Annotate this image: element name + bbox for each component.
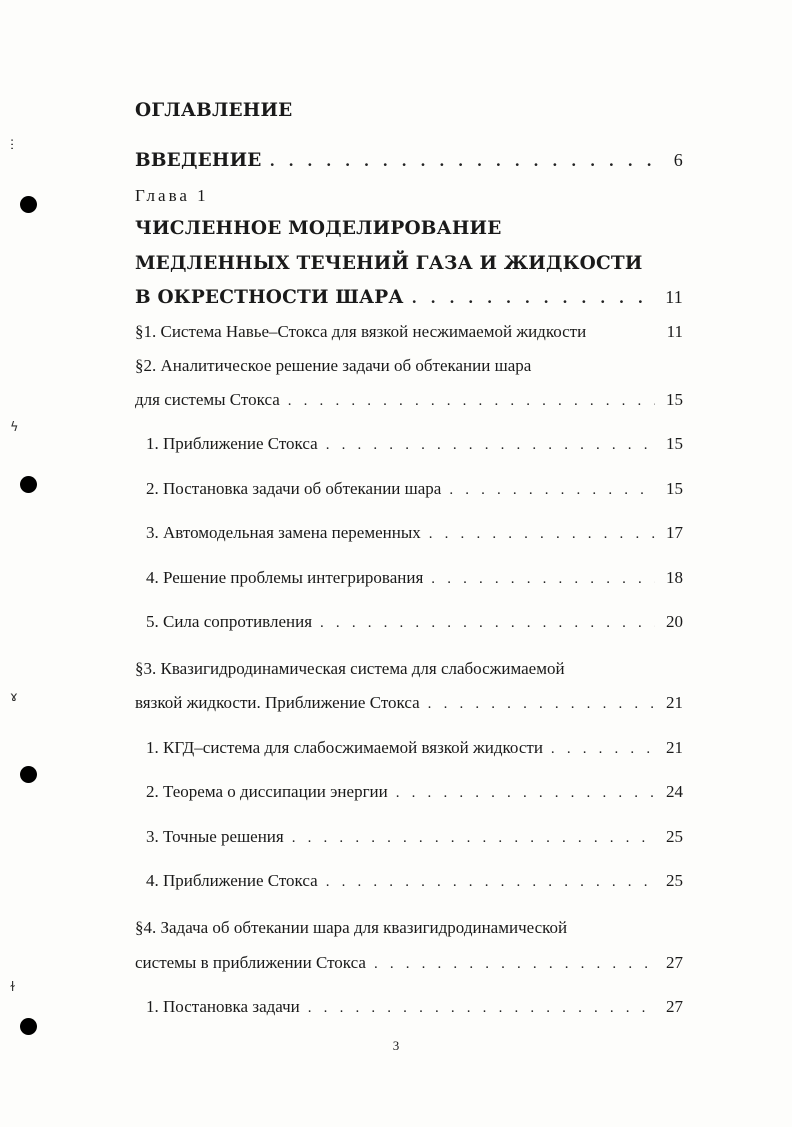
entry-page: 11 [665, 287, 683, 307]
entry-label: §4. Задача об обтекании шара для квазигидродинамической [135, 918, 568, 937]
entry-label: §2. Аналитическое решение задачи об обтекании шара [135, 356, 532, 375]
toc-entry-section-3[interactable] [135, 659, 683, 679]
entry-label: В ОКРЕСТНОСТИ ШАРА [135, 287, 404, 308]
entry-label: системы в приближении Стокса [135, 953, 366, 972]
toc-subentry[interactable] [146, 568, 683, 588]
entry-page: 20 [666, 612, 683, 631]
toc-subentry[interactable] [146, 738, 683, 758]
binder-hole [20, 1018, 37, 1035]
entry-label: 1. КГД–система для слабосжимаемой вязкой жидкости [146, 738, 543, 757]
toc-subentry[interactable] [146, 871, 683, 891]
entry-label: 4. Решение проблемы интегрирования [146, 568, 424, 587]
leader-dots [431, 571, 655, 588]
toc-subentry[interactable] [146, 479, 683, 499]
chapter-title-line: ЧИСЛЕННОЕ МОДЕЛИРОВАНИЕ [135, 218, 502, 239]
entry-label: ВВЕДЕНИЕ [135, 150, 262, 171]
leader-dots [270, 152, 655, 170]
entry-label: 3. Точные решения [146, 827, 284, 846]
leader-dots [428, 696, 655, 713]
toc-entry-section-4-cont[interactable] [135, 953, 683, 973]
entry-page: 11 [666, 322, 683, 341]
entry-page: 18 [666, 568, 683, 587]
binder-hole [20, 476, 37, 493]
entry-page: 27 [666, 997, 683, 1016]
toc-entry-section-4[interactable] [135, 918, 683, 938]
leader-dots [292, 830, 655, 847]
margin-mark: ɤ [10, 690, 18, 705]
leader-dots [429, 526, 655, 543]
leader-dots [288, 393, 655, 410]
entry-label: вязкой жидкости. Приближение Стокса [135, 693, 420, 712]
toc-subentry[interactable] [146, 782, 683, 802]
toc-entry-chapter-1[interactable] [135, 287, 683, 308]
leader-dots [308, 1000, 655, 1017]
margin-mark: ⵗ [10, 138, 15, 153]
leader-dots [396, 785, 655, 802]
leader-dots [326, 437, 655, 454]
entry-label: 5. Сила сопротивления [146, 612, 313, 631]
toc-subentry[interactable] [146, 997, 683, 1017]
chapter-title-line: МЕДЛЕННЫХ ТЕЧЕНИЙ ГАЗА И ЖИДКОСТИ [135, 253, 643, 274]
toc-entry-section-3-cont[interactable] [135, 693, 683, 713]
margin-mark: ɫ [10, 980, 16, 995]
leader-dots [412, 289, 655, 307]
entry-label: для системы Стокса [135, 390, 280, 409]
entry-page: 24 [666, 782, 683, 801]
binder-hole [20, 196, 37, 213]
entry-page: 17 [666, 523, 683, 542]
page-number: 3 [392, 1038, 400, 1053]
leader-dots [326, 874, 655, 891]
entry-page: 21 [666, 738, 683, 757]
toc-entry-section-1[interactable] [135, 322, 683, 342]
binder-hole [20, 766, 37, 783]
entry-label: 3. Автомодельная замена переменных [146, 523, 421, 542]
entry-page: 15 [666, 390, 683, 409]
entry-page: 15 [666, 479, 683, 498]
entry-page: 15 [666, 434, 683, 453]
toc-entry-section-2-cont[interactable] [135, 390, 683, 410]
toc-title: ОГЛАВЛЕНИЕ [135, 100, 293, 121]
toc-subentry[interactable] [146, 523, 683, 543]
margin-mark: ϟ [10, 420, 19, 435]
entry-label: 2. Постановка задачи об обтекании шара [146, 479, 442, 498]
entry-page: 21 [666, 693, 683, 712]
entry-label: 1. Постановка задачи [146, 997, 300, 1016]
toc-subentry[interactable] [146, 612, 683, 632]
entry-label: 1. Приближение Стокса [146, 434, 318, 453]
leader-dots [320, 615, 655, 632]
leader-dots [374, 956, 655, 973]
entry-page: 25 [666, 827, 683, 846]
entry-page: 25 [666, 871, 683, 890]
entry-label: §3. Квазигидродинамическая система для слабосжимаемой [135, 659, 565, 678]
toc-subentry[interactable] [146, 827, 683, 847]
toc-subentry[interactable] [146, 434, 683, 454]
entry-label: 4. Приближение Стокса [146, 871, 318, 890]
chapter-label: Глава 1 [135, 186, 209, 205]
toc-entry-intro[interactable] [135, 150, 683, 171]
leader-dots [551, 741, 655, 758]
entry-page: 27 [666, 953, 683, 972]
toc-entry-section-2[interactable] [135, 356, 683, 376]
leader-dots [449, 482, 655, 499]
entry-page: 6 [673, 150, 683, 170]
entry-label: §1. Система Навье–Стокса для вязкой несжимаемой жидкости [135, 322, 587, 341]
entry-label: 2. Теорема о диссипации энергии [146, 782, 388, 801]
